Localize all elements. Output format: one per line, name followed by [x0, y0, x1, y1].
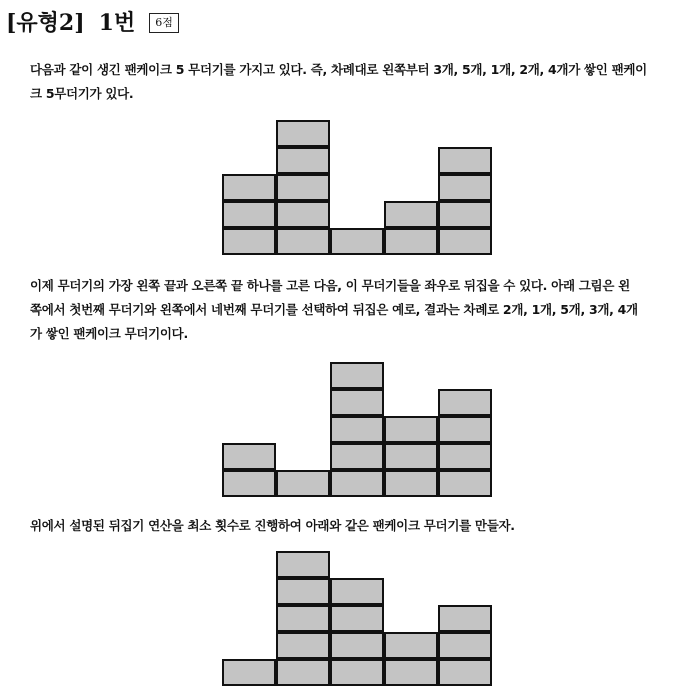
pancake-cell [438, 443, 492, 470]
pancake-cell [276, 632, 330, 659]
figure-flip-example [222, 362, 492, 497]
pancake-cell [276, 174, 330, 201]
pancake-cell [384, 632, 438, 659]
pancake-cell [330, 362, 384, 389]
pancake-cell [438, 470, 492, 497]
pancake-cell [330, 443, 384, 470]
paragraph-task [30, 514, 680, 538]
paragraph-flip-rule [30, 274, 680, 346]
pancake-cell [330, 578, 384, 605]
problem-number: 1번 [98, 10, 136, 36]
pancake-cell [276, 578, 330, 605]
pancake-cell [330, 416, 384, 443]
pancake-cell [384, 228, 438, 255]
pancake-cell [384, 470, 438, 497]
pancake-cell [438, 389, 492, 416]
pancake-cell [276, 470, 330, 497]
pancake-cell [276, 201, 330, 228]
paragraph-line: 이제 무더기의 가장 왼쪽 끝과 오른쪽 끝 하나를 고른 다음, 이 무더기들을 좌우로 뒤집을 수 있다. 아래 그림은 왼 [30, 278, 630, 293]
pancake-cell [330, 659, 384, 686]
pancake-cell [384, 659, 438, 686]
pancake-cell [330, 470, 384, 497]
points-badge: 6점 [149, 13, 179, 33]
pancake-cell [222, 659, 276, 686]
pancake-cell [384, 201, 438, 228]
pancake-cell [438, 174, 492, 201]
pancake-cell [438, 632, 492, 659]
pancake-cell [438, 201, 492, 228]
paragraph-line: 쪽에서 첫번째 무더기와 왼쪽에서 네번째 무더기를 선택하여 뒤집은 예로, 결과는 차례로 2개, 1개, 5개, 3개, 4개 [30, 302, 638, 317]
pancake-cell [330, 228, 384, 255]
pancake-cell [222, 443, 276, 470]
pancake-cell [438, 416, 492, 443]
paragraph-intro [30, 58, 680, 106]
figure-initial-stacks [222, 120, 492, 255]
pancake-cell [330, 632, 384, 659]
pancake-cell [438, 228, 492, 255]
pancake-cell [384, 443, 438, 470]
paragraph-line: 가 쌓인 팬케이크 무더기이다. [30, 326, 188, 341]
pancake-cell [330, 605, 384, 632]
pancake-cell [438, 605, 492, 632]
paragraph-line: 크 5무더기가 있다. [30, 86, 134, 101]
pancake-cell [276, 551, 330, 578]
pancake-cell [276, 605, 330, 632]
figure-target-stacks [222, 551, 492, 686]
paragraph-line: 다음과 같이 생긴 팬케이크 5 무더기를 가지고 있다. 즉, 차례대로 왼쪽부터 3개, 5개, 1개, 2개, 4개가 쌓인 팬케이 [30, 62, 647, 77]
problem-type: [유형2] [6, 10, 85, 36]
pancake-cell [222, 228, 276, 255]
problem-header [6, 8, 179, 38]
pancake-cell [276, 120, 330, 147]
pancake-cell [276, 228, 330, 255]
pancake-cell [438, 147, 492, 174]
pancake-cell [222, 470, 276, 497]
pancake-cell [384, 416, 438, 443]
pancake-cell [330, 389, 384, 416]
pancake-cell [222, 174, 276, 201]
pancake-cell [276, 147, 330, 174]
pancake-cell [222, 201, 276, 228]
pancake-cell [276, 659, 330, 686]
paragraph-line: 위에서 설명된 뒤집기 연산을 최소 횟수로 진행하여 아래와 같은 팬케이크 무더기를 만들자. [30, 518, 515, 533]
pancake-cell [438, 659, 492, 686]
